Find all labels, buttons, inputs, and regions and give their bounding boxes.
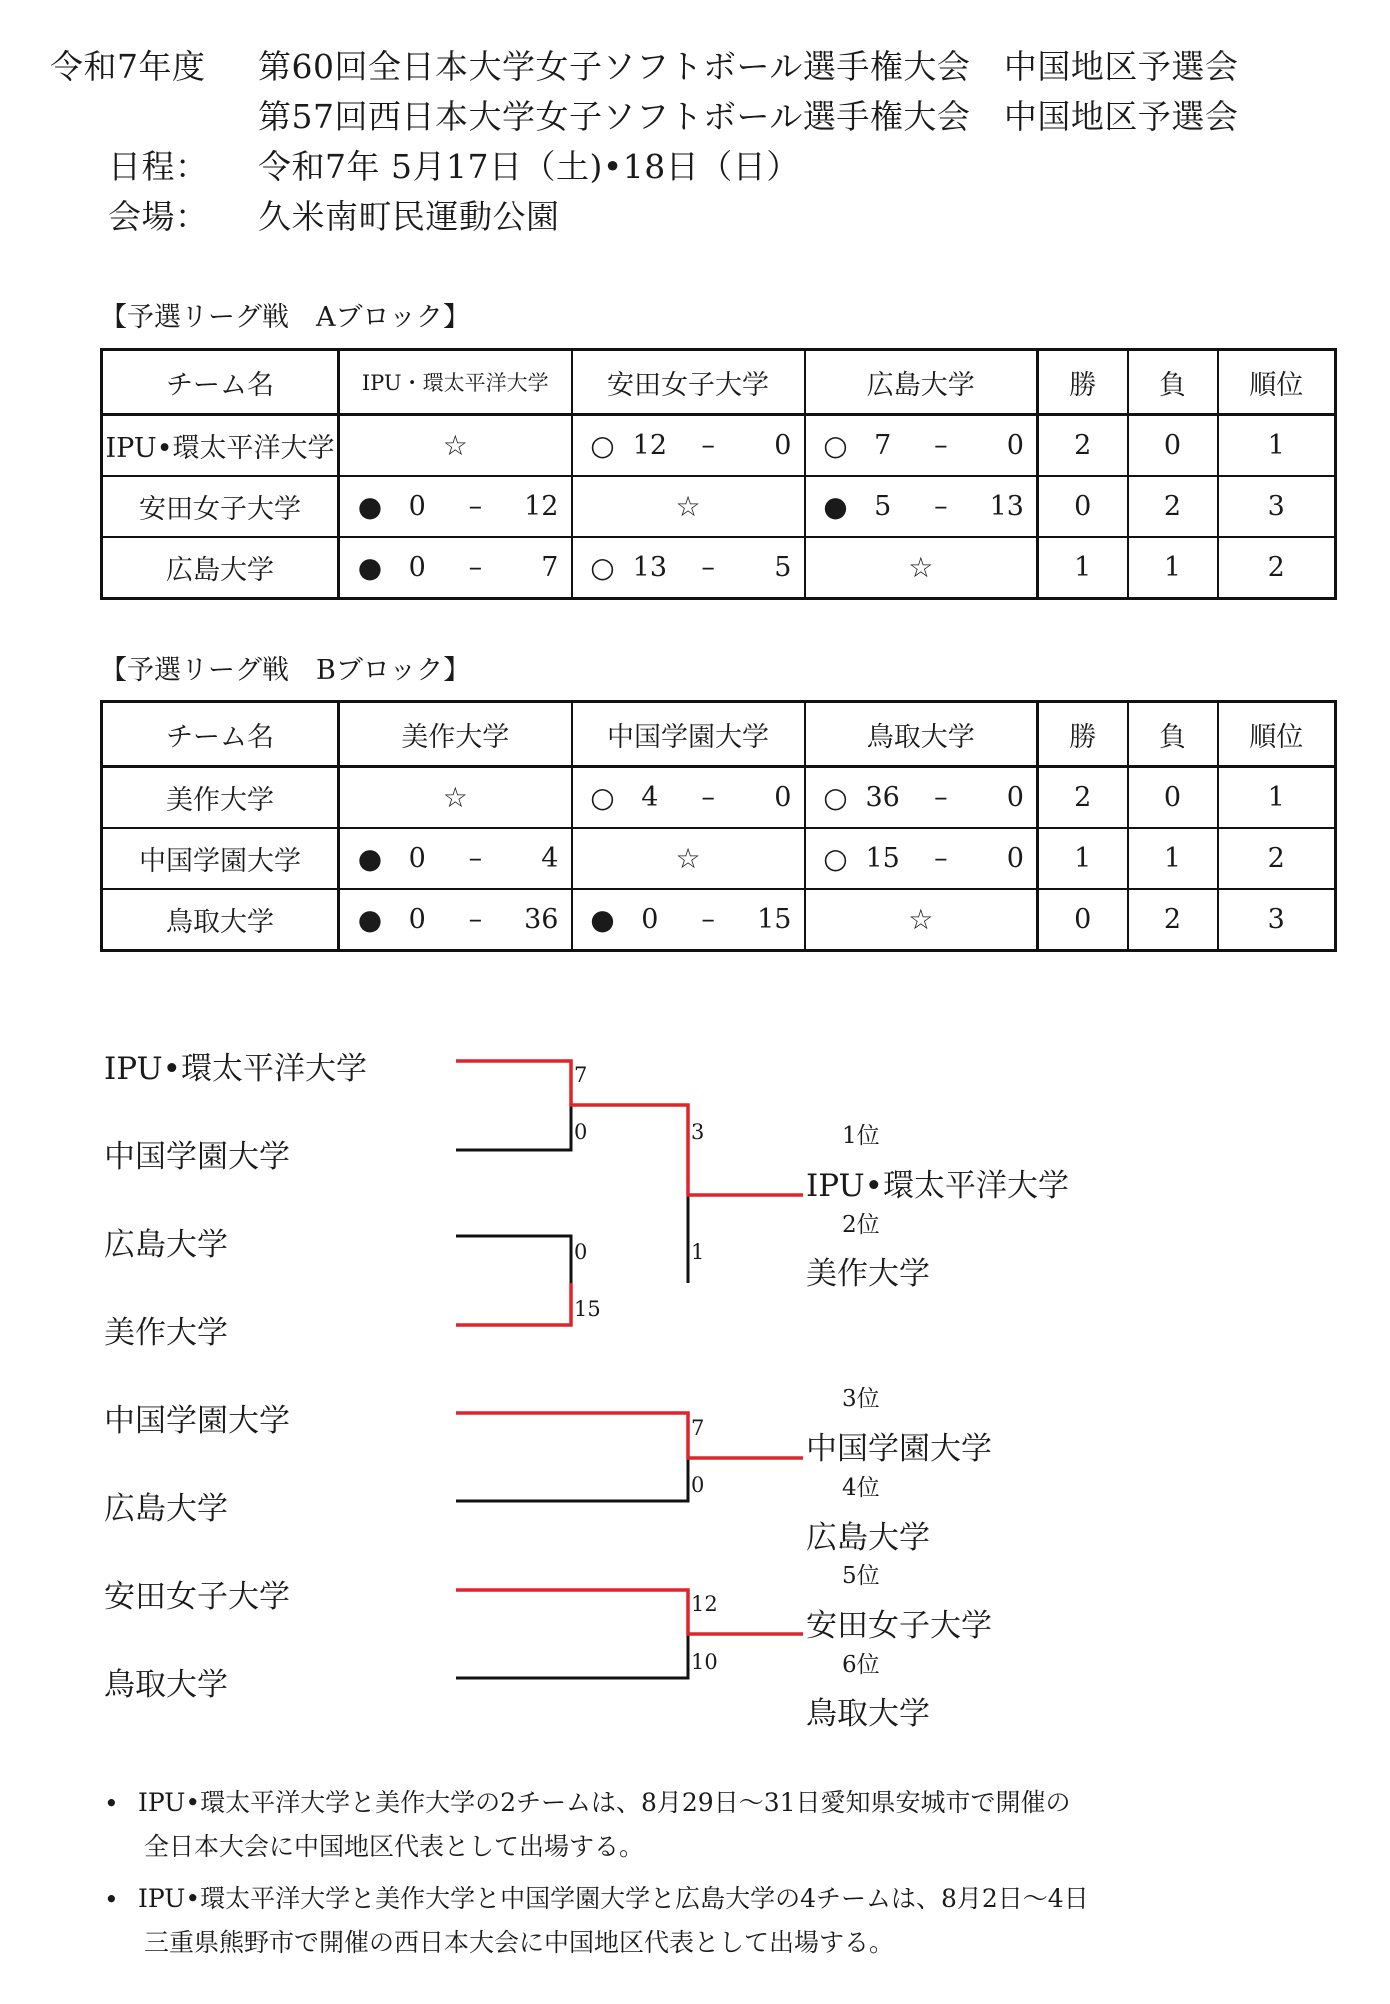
score-label: 0 [574,1240,588,1264]
loss-mark-icon: ● [357,842,383,875]
bracket-line [456,1590,803,1634]
score-against: 7 [541,552,559,583]
score-dash: – [701,430,715,461]
bracket-team: 中国学園大学 [104,1139,290,1175]
win-mark-icon: ○ [590,429,615,462]
bracket-line [456,1283,571,1325]
col-losses: 負 [1128,702,1218,767]
bracket-team: 中国学園大学 [104,1403,290,1439]
score-against: 4 [541,843,559,874]
fiscal-year: 令和7年度 [50,47,206,86]
rank-cell: 1 [1218,767,1336,829]
wins-cell: 0 [1038,476,1128,537]
block-b-title: 【予選リーグ戦 Bブロック】 [100,655,471,686]
win-mark-icon: ○ [590,551,615,584]
col-losses: 負 [1128,350,1218,415]
team-name-cell: 安田女子大学 [102,476,339,537]
score-for: 0 [408,904,426,935]
col-team-3: 広島大学 [805,350,1038,415]
losses-cell: 0 [1128,415,1218,477]
bracket-line [456,1105,571,1150]
wins-cell: 2 [1038,415,1128,477]
note-line: IPU•環太平洋大学と美作大学と中国学園大学と広島大学の4チームは、8月2日～4日 [138,1884,1089,1913]
score-dash: – [468,491,483,522]
star-icon: ☆ [908,903,934,936]
score-for: 4 [641,782,659,813]
placing-rank: 6位 [842,1652,880,1678]
date-value: 令和7年 5月17日（土)•18日（日） [258,147,800,186]
losses-cell: 1 [1128,537,1218,599]
score-label: 10 [691,1650,718,1674]
losses-cell: 2 [1128,476,1218,537]
col-wins: 勝 [1038,350,1128,415]
score-label: 12 [691,1592,718,1616]
win-mark-icon: ○ [823,429,848,462]
score-against: 0 [774,430,792,461]
losses-cell: 0 [1128,767,1218,829]
score-against: 15 [757,904,792,935]
col-team-2: 安田女子大学 [572,350,805,415]
placing-team: IPU•環太平洋大学 [806,1168,1069,1204]
placing-team: 中国学園大学 [806,1431,992,1467]
col-wins: 勝 [1038,702,1128,767]
score-for: 7 [874,430,892,461]
star-icon: ☆ [908,551,934,584]
score-against: 12 [524,491,559,522]
score-dash: – [468,904,483,935]
rank-cell: 3 [1218,476,1336,537]
wins-cell: 1 [1038,828,1128,889]
note-line: 三重県熊野市で開催の西日本大会に中国地区代表として出場する。 [144,1928,895,1957]
col-rank: 順位 [1218,702,1336,767]
score-for: 36 [865,782,900,813]
score-label: 15 [574,1297,601,1321]
placing-rank: 1位 [842,1123,880,1149]
event-title-line2: 第57回西日本大学女子ソフトボール選手権大会 中国地区予選会 [258,97,1239,136]
team-name-cell: 鳥取大学 [102,889,339,951]
winning-paths [456,1061,803,1634]
bracket-line [456,1458,688,1501]
bracket-line [456,1634,688,1678]
score-against: 0 [774,782,792,813]
score-label: 0 [691,1473,705,1497]
win-mark-icon: ○ [590,781,615,814]
rank-cell: 2 [1218,828,1336,889]
score-dash: – [934,430,948,461]
placing-team: 美作大学 [806,1256,930,1292]
losing-paths [456,1105,688,1678]
score-against: 5 [774,552,792,583]
team-name-cell: 美作大学 [102,767,339,829]
score-for: 12 [632,430,667,461]
placing-team: 安田女子大学 [806,1608,992,1644]
score-against: 13 [989,491,1024,522]
loss-mark-icon: ● [357,903,383,936]
score-against: 0 [1006,782,1024,813]
score-dash: – [701,904,715,935]
venue-label: 会場： [108,197,209,236]
loss-mark-icon: ● [357,490,383,523]
bracket-line [456,1413,803,1458]
rank-cell: 2 [1218,537,1336,599]
star-icon: ☆ [675,842,701,875]
score-for: 0 [641,904,659,935]
loss-mark-icon: ● [590,903,615,936]
bracket-team: 鳥取大学 [104,1667,228,1703]
placing-rank: 4位 [842,1475,880,1501]
losses-cell: 1 [1128,828,1218,889]
bracket-team: 安田女子大学 [104,1579,290,1615]
team-name-cell: 広島大学 [102,537,339,599]
score-dash: – [934,843,948,874]
note-line: 全日本大会に中国地区代表として出場する。 [144,1832,645,1861]
score-dash: – [934,782,948,813]
score-for: 0 [408,843,426,874]
placing-team: 広島大学 [806,1520,930,1556]
date-label: 日程： [108,147,209,186]
score-for: 0 [408,552,426,583]
losses-cell: 2 [1128,889,1218,951]
wins-cell: 1 [1038,537,1128,599]
placing-rank: 3位 [842,1386,880,1412]
placing-rank: 2位 [842,1212,880,1238]
star-icon: ☆ [442,781,468,814]
wins-cell: 0 [1038,889,1128,951]
col-team-3: 鳥取大学 [805,702,1038,767]
score-dash: – [701,552,715,583]
note-line: IPU•環太平洋大学と美作大学の2チームは、8月29日～31日愛知県安城市で開催の [138,1788,1071,1817]
rank-cell: 1 [1218,415,1336,477]
score-against: 36 [524,904,559,935]
score-for: 13 [632,552,667,583]
rank-cell: 3 [1218,889,1336,951]
win-mark-icon: ○ [823,842,848,875]
col-team-1: IPU・環太平洋大学 [339,350,572,415]
placing-team: 鳥取大学 [806,1696,930,1732]
col-rank: 順位 [1218,350,1336,415]
col-team-1: 美作大学 [339,702,572,767]
score-against: 0 [1006,843,1024,874]
score-dash: – [468,843,483,874]
loss-mark-icon: ● [823,490,848,523]
col-team-name: チーム名 [102,702,339,767]
wins-cell: 2 [1038,767,1128,829]
bracket-line [456,1061,803,1195]
score-label: 3 [691,1120,705,1144]
score-against: 0 [1006,430,1024,461]
team-name-cell: IPU•環太平洋大学 [102,415,339,477]
score-for: 0 [408,491,426,522]
score-label: 7 [691,1416,705,1440]
score-label: 1 [691,1240,705,1264]
win-mark-icon: ○ [823,781,848,814]
venue-value: 久米南町民運動公園 [258,197,560,236]
score-for: 15 [865,843,900,874]
score-label: 7 [574,1063,588,1087]
loss-mark-icon: ● [357,551,383,584]
score-dash: – [468,552,483,583]
col-team-2: 中国学園大学 [572,702,805,767]
star-icon: ☆ [675,490,701,523]
bracket-team: 美作大学 [104,1315,228,1351]
score-dash: – [934,491,948,522]
note-bullet: • [104,1885,119,1914]
score-for: 5 [874,491,892,522]
star-icon: ☆ [442,429,468,462]
block-a-title: 【予選リーグ戦 Aブロック】 [100,302,470,333]
bracket-team: IPU•環太平洋大学 [104,1051,367,1087]
bracket-team: 広島大学 [104,1227,228,1263]
bracket-team: 広島大学 [104,1491,228,1527]
event-title-line1: 第60回全日本大学女子ソフトボール選手権大会 中国地区予選会 [258,47,1239,86]
score-dash: – [701,782,715,813]
score-label: 0 [574,1120,588,1144]
team-name-cell: 中国学園大学 [102,828,339,889]
bracket-line [456,1236,571,1283]
placing-rank: 5位 [842,1563,880,1589]
col-team-name: チーム名 [102,350,339,415]
note-bullet: • [104,1789,119,1818]
